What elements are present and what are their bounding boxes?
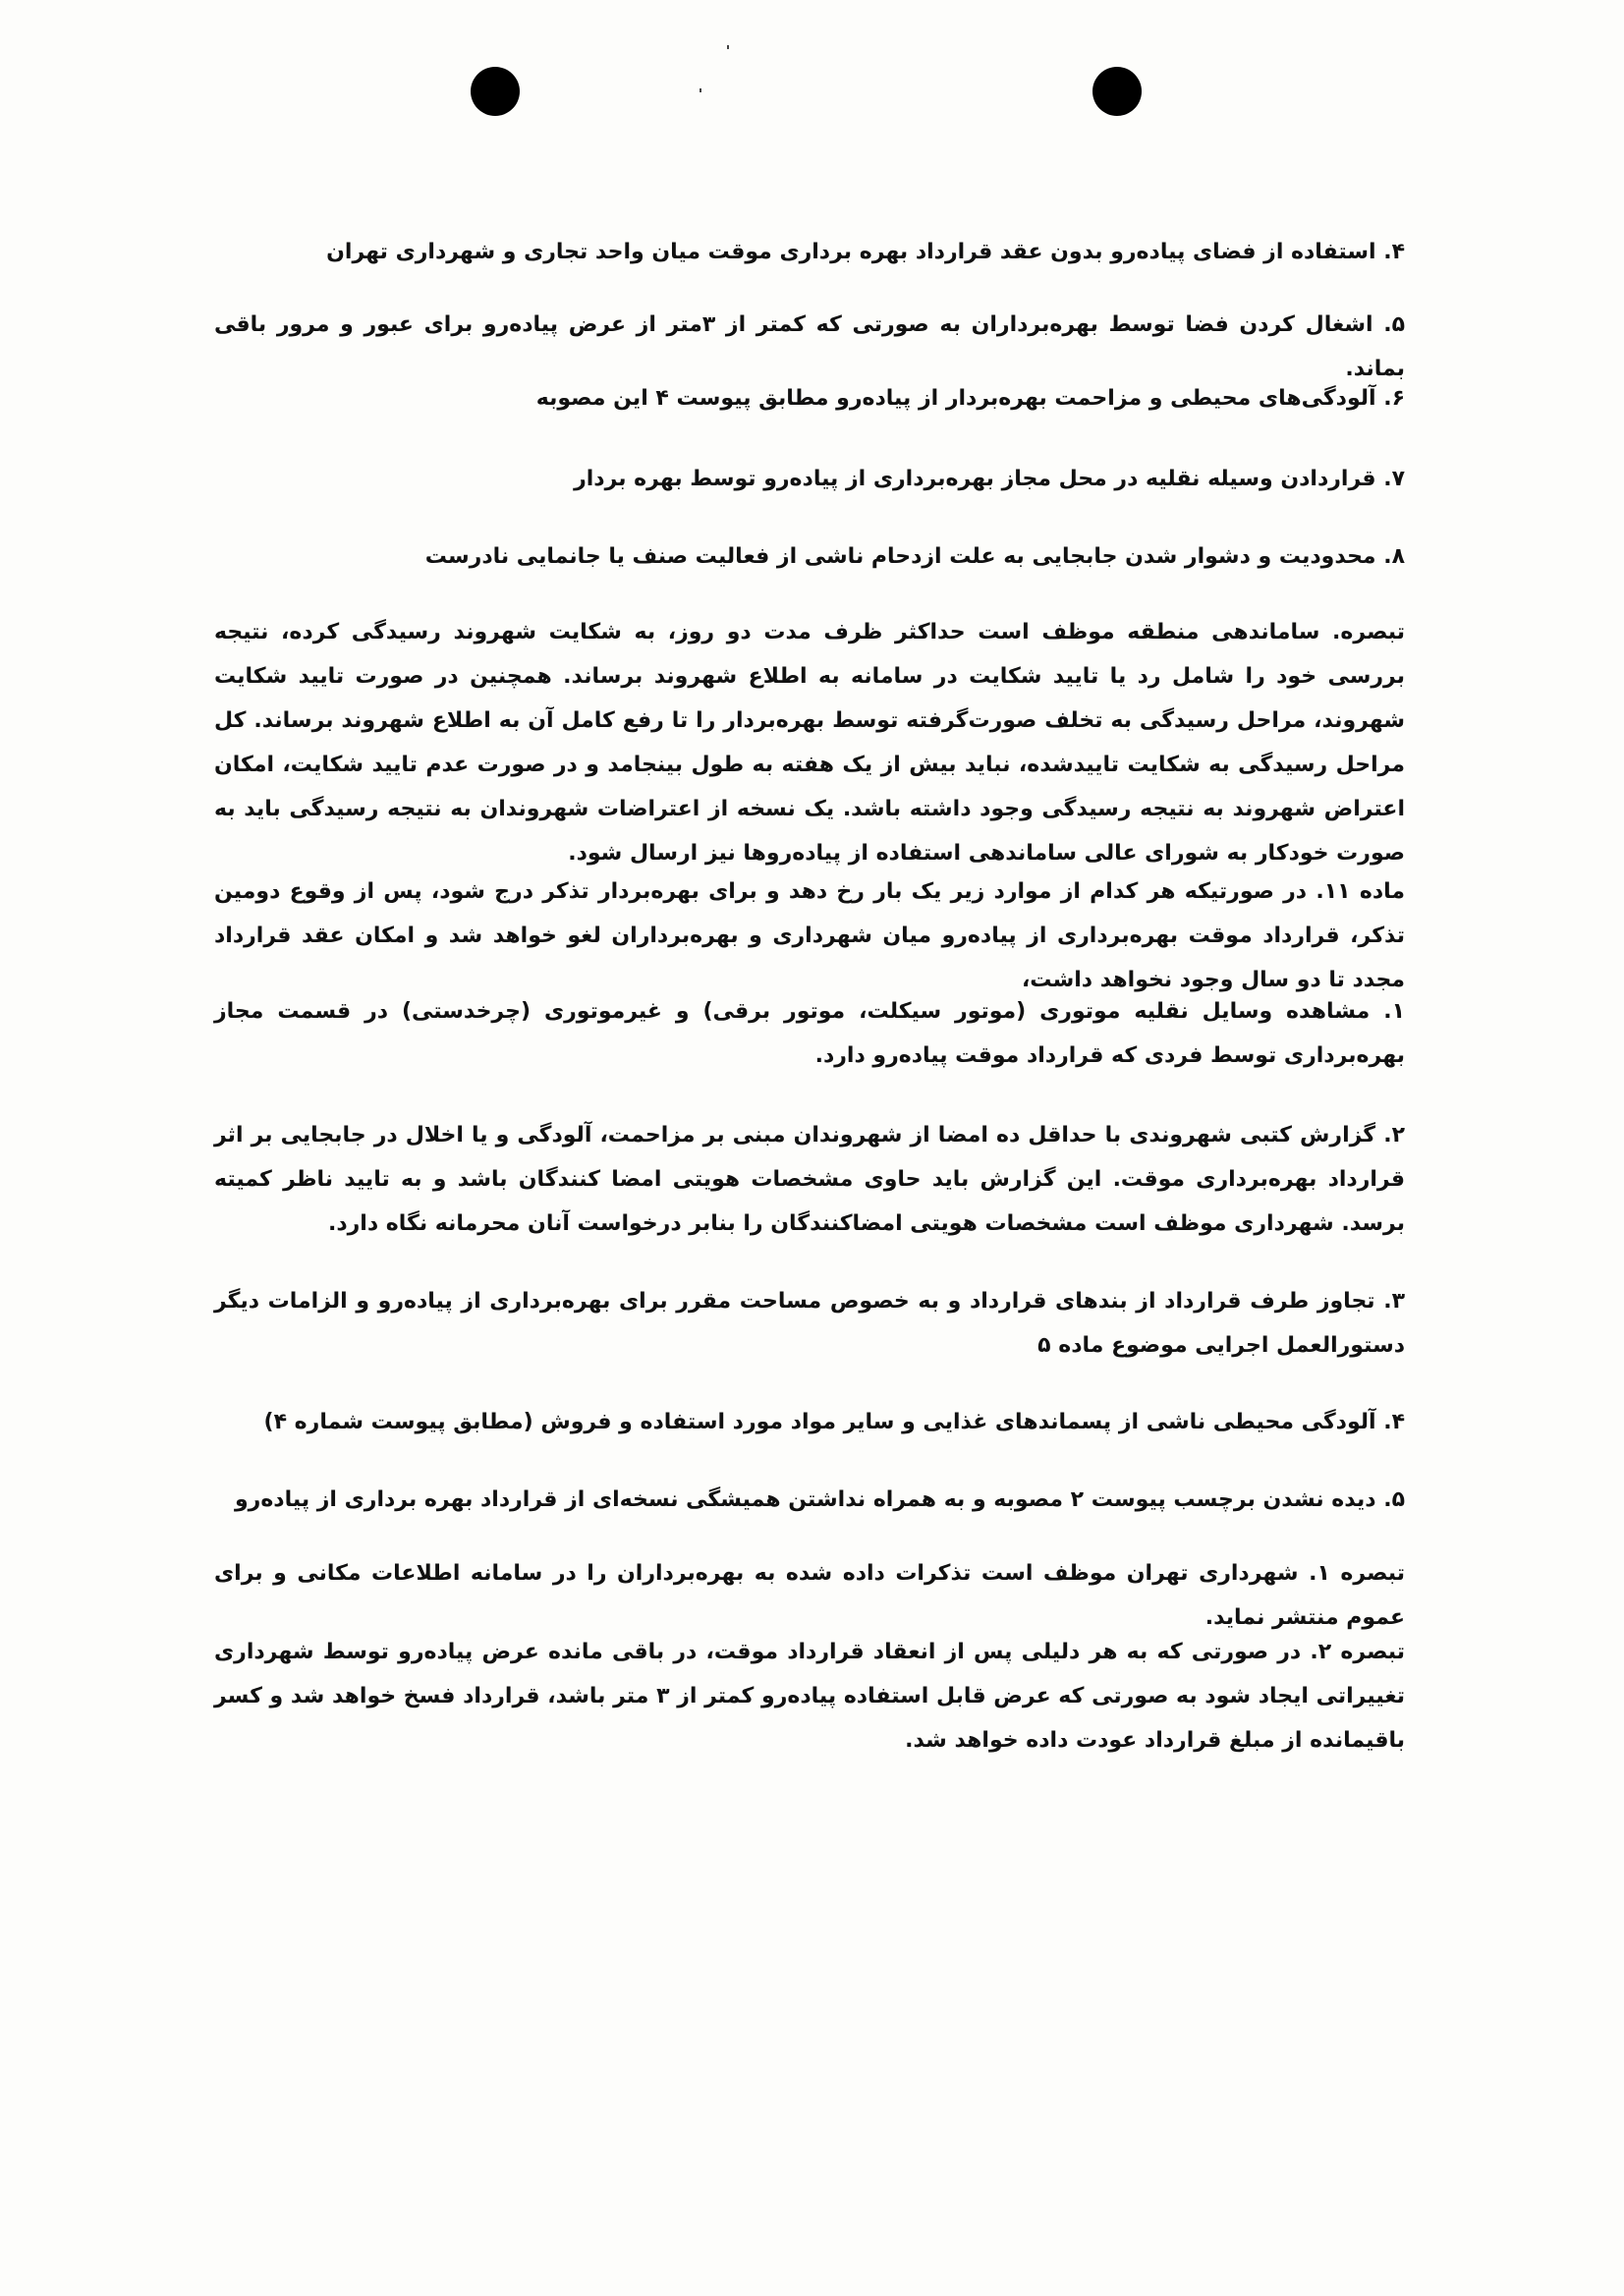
note-2-label: تبصره ۲. [1310,1640,1405,1664]
list-item: ۷. قراردادن وسیله نقلیه در محل مجاز بهره‌برداری از پیاده‌رو توسط بهره بردار [574,467,1405,491]
scan-speck [700,88,701,92]
note-1 [214,1551,1405,1640]
article-11 [214,869,1405,1002]
list-item: ۴. استفاده از فضای پیاده‌رو بدون عقد قرارداد بهره برداری موقت میان واحد تجاری و شهرداری تهران [326,240,1405,264]
punch-hole-right [1092,67,1142,116]
note-2-text: در صورتی که به هر دلیلی پس از انعقاد قرارداد موقت، در باقی مانده عرض پیاده‌رو توسط شهرداری تغییراتی ایجاد شود به صورتی که عرض قابل استفاده پیاده‌رو کمتر از ۳ متر باشد، قرارداد فسخ خواهد شد و کسر باقیمانده از مبلغ قرارداد عودت داده خواهد شد. [214,1640,1405,1753]
note-2 [214,1630,1405,1763]
article-label: ماده ۱۱. [1316,879,1405,904]
list-item: ۵. اشغال کردن فضا توسط بهره‌برداران به صورتی که کمتر از ۳متر از عرض پیاده‌رو برای عبور و مرور باقی بماند. [214,312,1405,381]
list-item: ۴. آلودگی محیطی ناشی از پسماندهای غذایی و سایر مواد مورد استفاده و فروش (مطابق پیوست شماره ۴) [263,1410,1405,1434]
note-1-label: تبصره ۱. [1309,1561,1405,1586]
list-item: ۱. مشاهده وسایل نقلیه موتوری (موتور سیکلت، موتور برقی) و غیرموتوری (چرخدستی) در قسمت مجاز بهره‌برداری توسط فردی که قرارداد موقت پیاده‌رو دارد. [214,999,1405,1068]
note-paragraph: تبصره. ساماندهی منطقه موظف است حداکثر ظرف مدت دو روز، به شکایت شهروند رسیدگی کرده، نتیجه بررسی خود را شامل رد یا تایید شکایت در سامانه به اطلاع شهروند برساند. همچنین در صورت تایید شکایت شهروند، مراحل رسیدگی به تخلف صورت‌گرفته توسط بهره‌بردار را تا رفع کامل آن به اطلاع شهروند برساند. کل مراحل رسیدگی به شکایت تاییدشده، نباید بیش از یک هفته به طول بینجامد و در صورت عدم تایید شکایت، امکان اعتراض شهروند به نتیجه رسیدگی وجود داشته باشد. یک نسخه از اعتراضات شهروندان به نتیجه رسیدگی باید به صورت خودکار به شورای عالی ساماندهی استفاده از پیاده‌روها نیز ارسال شود. [214,620,1405,866]
list-item: ۲. گزارش کتبی شهروندی با حداقل ده امضا از شهروندان مبنی بر مزاحمت، آلودگی و یا اخلال در جابجایی بر اثر قرارداد بهره‌برداری موقت. این گزارش باید حاوی مشخصات هویتی امضا کنندگان باشد و به تایید ناظر کمیته برسد. شهرداری موظف است مشخصات هویتی امضاکنندگان را بنابر درخواست آنان محرمانه نگاه دارد. [214,1123,1405,1236]
list-item: ۳. تجاوز طرف قرارداد از بندهای قرارداد و به خصوص مساحت مقرر برای بهره‌برداری از پیاده‌رو و الزامات دیگر دستورالعمل اجرایی موضوع ماده ۵ [214,1289,1405,1358]
article-text: در صورتیکه هر کدام از موارد زیر یک بار رخ دهد و برای بهره‌بردار تذکر درج شود، پس از وقوع دومین تذکر، قرارداد موقت بهره‌برداری از پیاده‌رو میان شهرداری و بهره‌برداران لغو خواهد شد و امکان عقد قرارداد مجدد تا دو سال وجود نخواهد داشت، [214,879,1405,992]
scan-speck [727,45,729,49]
list-item: ۸. محدودیت و دشوار شدن جابجایی به علت ازدحام ناشی از فعالیت صنف یا جانمایی نادرست [424,544,1405,569]
list-item: ۵. دیده نشدن برچسب پیوست ۲ مصوبه و به همراه نداشتن همیشگی نسخه‌ای از قرارداد بهره برداری از پیاده‌رو [234,1487,1405,1512]
punch-hole-left [471,67,520,116]
note-1-text: شهرداری تهران موظف است تذکرات داده شده به بهره‌برداران را در سامانه اطلاعات مکانی و برای عموم منتشر نماید. [214,1561,1405,1630]
list-item: ۶. آلودگی‌های محیطی و مزاحمت بهره‌بردار از پیاده‌رو مطابق پیوست ۴ این مصوبه [535,386,1405,411]
